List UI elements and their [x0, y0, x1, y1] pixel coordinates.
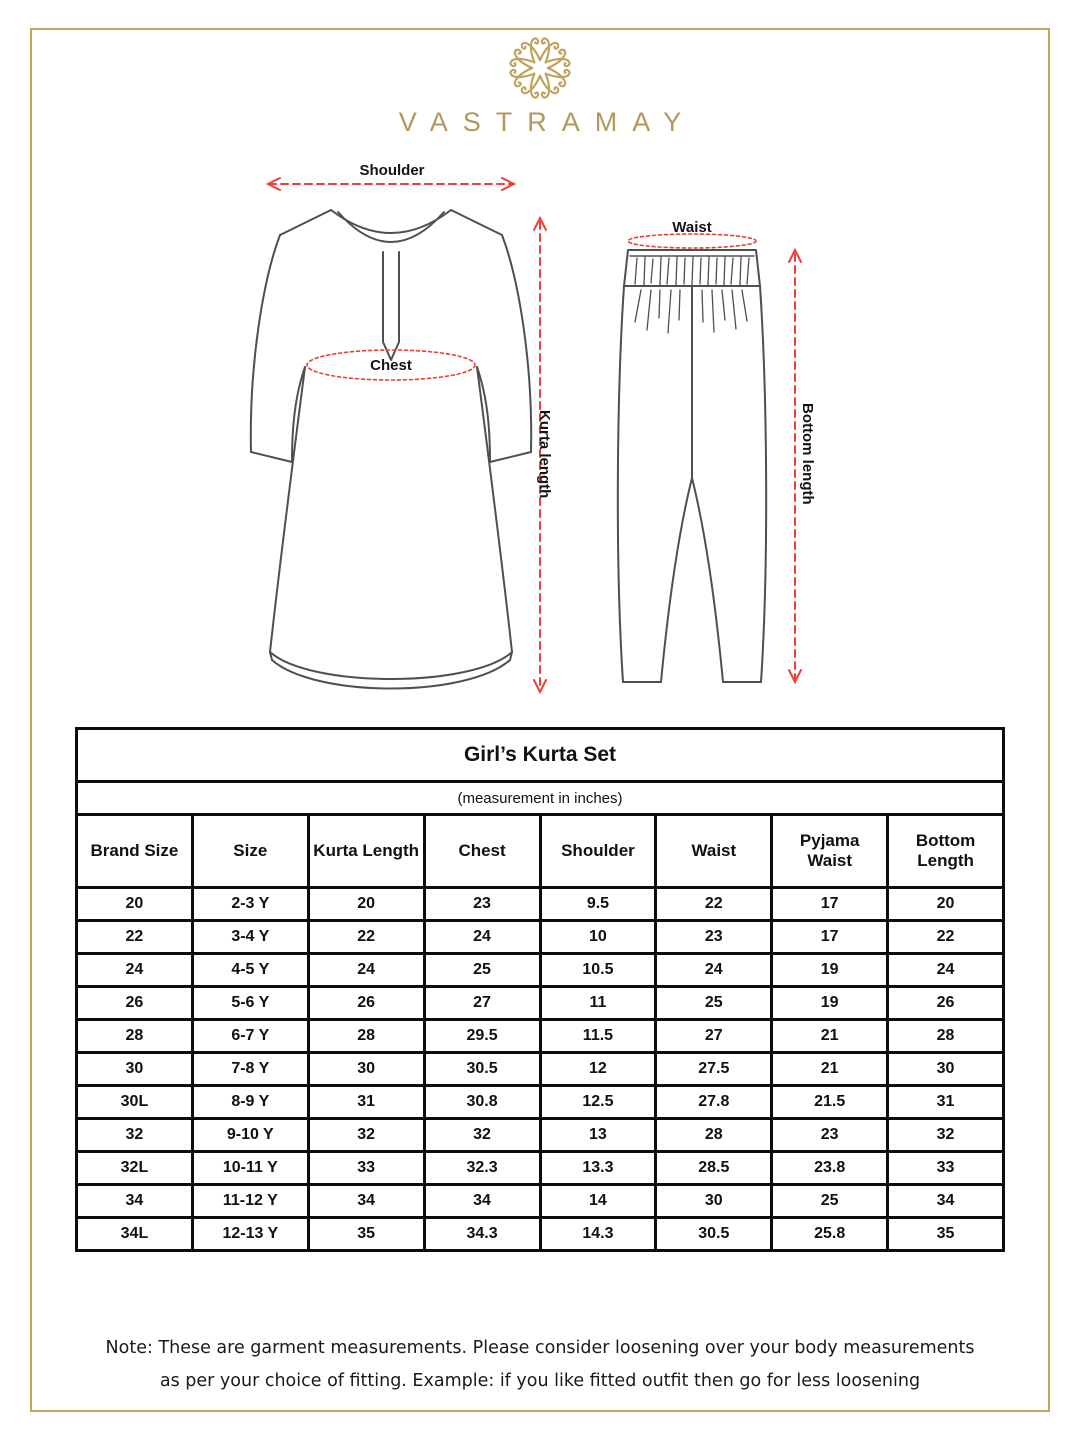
table-cell: 30	[888, 1053, 1004, 1086]
table-body	[77, 888, 1004, 1251]
table-cell: 11	[540, 987, 656, 1020]
table-cell: 22	[656, 888, 772, 921]
table-cell: 32.3	[424, 1152, 540, 1185]
measurement-note	[70, 1332, 1010, 1398]
table-row	[77, 1185, 1004, 1218]
table-cell: 2-3 Y	[192, 888, 308, 921]
table-title: Girl’s Kurta Set	[77, 729, 1004, 782]
table-cell: 34	[888, 1185, 1004, 1218]
table-cell: 31	[888, 1086, 1004, 1119]
table-cell: 26	[308, 987, 424, 1020]
table-cell: 28	[888, 1020, 1004, 1053]
table-cell: 24	[888, 954, 1004, 987]
table-cell: 28	[308, 1020, 424, 1053]
kurta-drawing	[235, 160, 555, 710]
table-cell: 11-12 Y	[192, 1185, 308, 1218]
table-cell: 22	[888, 921, 1004, 954]
column-header: Waist	[656, 815, 772, 888]
table-cell: 26	[77, 987, 193, 1020]
table-cell: 19	[772, 987, 888, 1020]
table-cell: 23	[772, 1119, 888, 1152]
table-cell: 35	[308, 1218, 424, 1251]
table-cell: 8-9 Y	[192, 1086, 308, 1119]
column-header: Brand Size	[77, 815, 193, 888]
table-cell: 21	[772, 1053, 888, 1086]
table-cell: 20	[888, 888, 1004, 921]
chest-label: Chest	[370, 357, 412, 374]
table-row	[77, 1218, 1004, 1251]
table-cell: 30	[656, 1185, 772, 1218]
table-cell: 34	[308, 1185, 424, 1218]
table-cell: 11.5	[540, 1020, 656, 1053]
table-cell: 33	[888, 1152, 1004, 1185]
column-header: Kurta Length	[308, 815, 424, 888]
table-cell: 23.8	[772, 1152, 888, 1185]
note-line-2: as per your choice of fitting. Example: if you like fitted outfit then go for less loosening	[159, 1371, 921, 1391]
table-cell: 17	[772, 921, 888, 954]
table-row	[77, 888, 1004, 921]
table-cell: 27	[656, 1020, 772, 1053]
table-row	[77, 1053, 1004, 1086]
table-cell: 33	[308, 1152, 424, 1185]
table-row	[77, 1020, 1004, 1053]
table-cell: 13.3	[540, 1152, 656, 1185]
table-cell: 20	[308, 888, 424, 921]
table-cell: 21	[772, 1020, 888, 1053]
table-cell: 25	[424, 954, 540, 987]
table-cell: 32	[888, 1119, 1004, 1152]
column-header: Bottom Length	[888, 815, 1004, 888]
column-header: Shoulder	[540, 815, 656, 888]
table-cell: 24	[424, 921, 540, 954]
vastramay-rosette-icon	[505, 33, 575, 103]
table-cell: 10.5	[540, 954, 656, 987]
table-cell: 28.5	[656, 1152, 772, 1185]
column-header: Size	[192, 815, 308, 888]
brand-header	[0, 33, 1080, 138]
table-cell: 27.5	[656, 1053, 772, 1086]
table-cell: 23	[424, 888, 540, 921]
table-cell: 34.3	[424, 1218, 540, 1251]
table-row	[77, 1152, 1004, 1185]
table-cell: 27	[424, 987, 540, 1020]
table-cell: 10-11 Y	[192, 1152, 308, 1185]
note-line-1: Note: These are garment measurements. Please consider loosening over your body measurements	[105, 1338, 975, 1358]
table-cell: 12.5	[540, 1086, 656, 1119]
table-cell: 26	[888, 987, 1004, 1020]
table-cell: 27.8	[656, 1086, 772, 1119]
table-cell: 29.5	[424, 1020, 540, 1053]
table-cell: 24	[656, 954, 772, 987]
table-cell: 5-6 Y	[192, 987, 308, 1020]
table-cell: 19	[772, 954, 888, 987]
column-header: Chest	[424, 815, 540, 888]
table-cell: 34L	[77, 1218, 193, 1251]
table-row	[77, 987, 1004, 1020]
table-cell: 6-7 Y	[192, 1020, 308, 1053]
size-table-head	[77, 729, 1004, 888]
table-cell: 9-10 Y	[192, 1119, 308, 1152]
table-cell: 25	[656, 987, 772, 1020]
table-cell: 12	[540, 1053, 656, 1086]
table-cell: 17	[772, 888, 888, 921]
table-cell: 28	[77, 1020, 193, 1053]
size-table	[75, 727, 1005, 1252]
table-cell: 7-8 Y	[192, 1053, 308, 1086]
table-row	[77, 954, 1004, 987]
bottom-length-label: Bottom length	[799, 403, 816, 505]
table-cell: 4-5 Y	[192, 954, 308, 987]
table-cell: 32	[424, 1119, 540, 1152]
table-cell: 13	[540, 1119, 656, 1152]
table-cell: 24	[77, 954, 193, 987]
table-cell: 10	[540, 921, 656, 954]
table-cell: 22	[77, 921, 193, 954]
table-cell: 30.5	[424, 1053, 540, 1086]
table-cell: 30L	[77, 1086, 193, 1119]
brand-name: VASTRAMAY	[398, 107, 697, 137]
column-header: Pyjama Waist	[772, 815, 888, 888]
table-cell: 14.3	[540, 1218, 656, 1251]
table-cell: 25.8	[772, 1218, 888, 1251]
table-cell: 28	[656, 1119, 772, 1152]
table-row	[77, 1119, 1004, 1152]
table-cell: 22	[308, 921, 424, 954]
table-cell: 32	[77, 1119, 193, 1152]
table-cell: 23	[656, 921, 772, 954]
table-cell: 34	[424, 1185, 540, 1218]
table-cell: 32L	[77, 1152, 193, 1185]
table-cell: 9.5	[540, 888, 656, 921]
table-cell: 30.5	[656, 1218, 772, 1251]
table-cell: 34	[77, 1185, 193, 1218]
kurta-length-label: Kurta length	[536, 410, 553, 499]
table-cell: 35	[888, 1218, 1004, 1251]
table-cell: 31	[308, 1086, 424, 1119]
table-row	[77, 1086, 1004, 1119]
table-cell: 14	[540, 1185, 656, 1218]
table-cell: 24	[308, 954, 424, 987]
table-cell: 12-13 Y	[192, 1218, 308, 1251]
table-cell: 20	[77, 888, 193, 921]
table-cell: 32	[308, 1119, 424, 1152]
table-title-row	[77, 729, 1004, 782]
table-cell: 30	[77, 1053, 193, 1086]
table-subtitle: (measurement in inches)	[77, 782, 1004, 815]
table-subtitle-row	[77, 782, 1004, 815]
waist-label: Waist	[672, 219, 712, 236]
table-cell: 30.8	[424, 1086, 540, 1119]
table-cell: 21.5	[772, 1086, 888, 1119]
table-header-row	[77, 815, 1004, 888]
shoulder-label: Shoulder	[359, 162, 425, 179]
table-cell: 25	[772, 1185, 888, 1218]
table-row	[77, 921, 1004, 954]
table-cell: 3-4 Y	[192, 921, 308, 954]
table-cell: 30	[308, 1053, 424, 1086]
